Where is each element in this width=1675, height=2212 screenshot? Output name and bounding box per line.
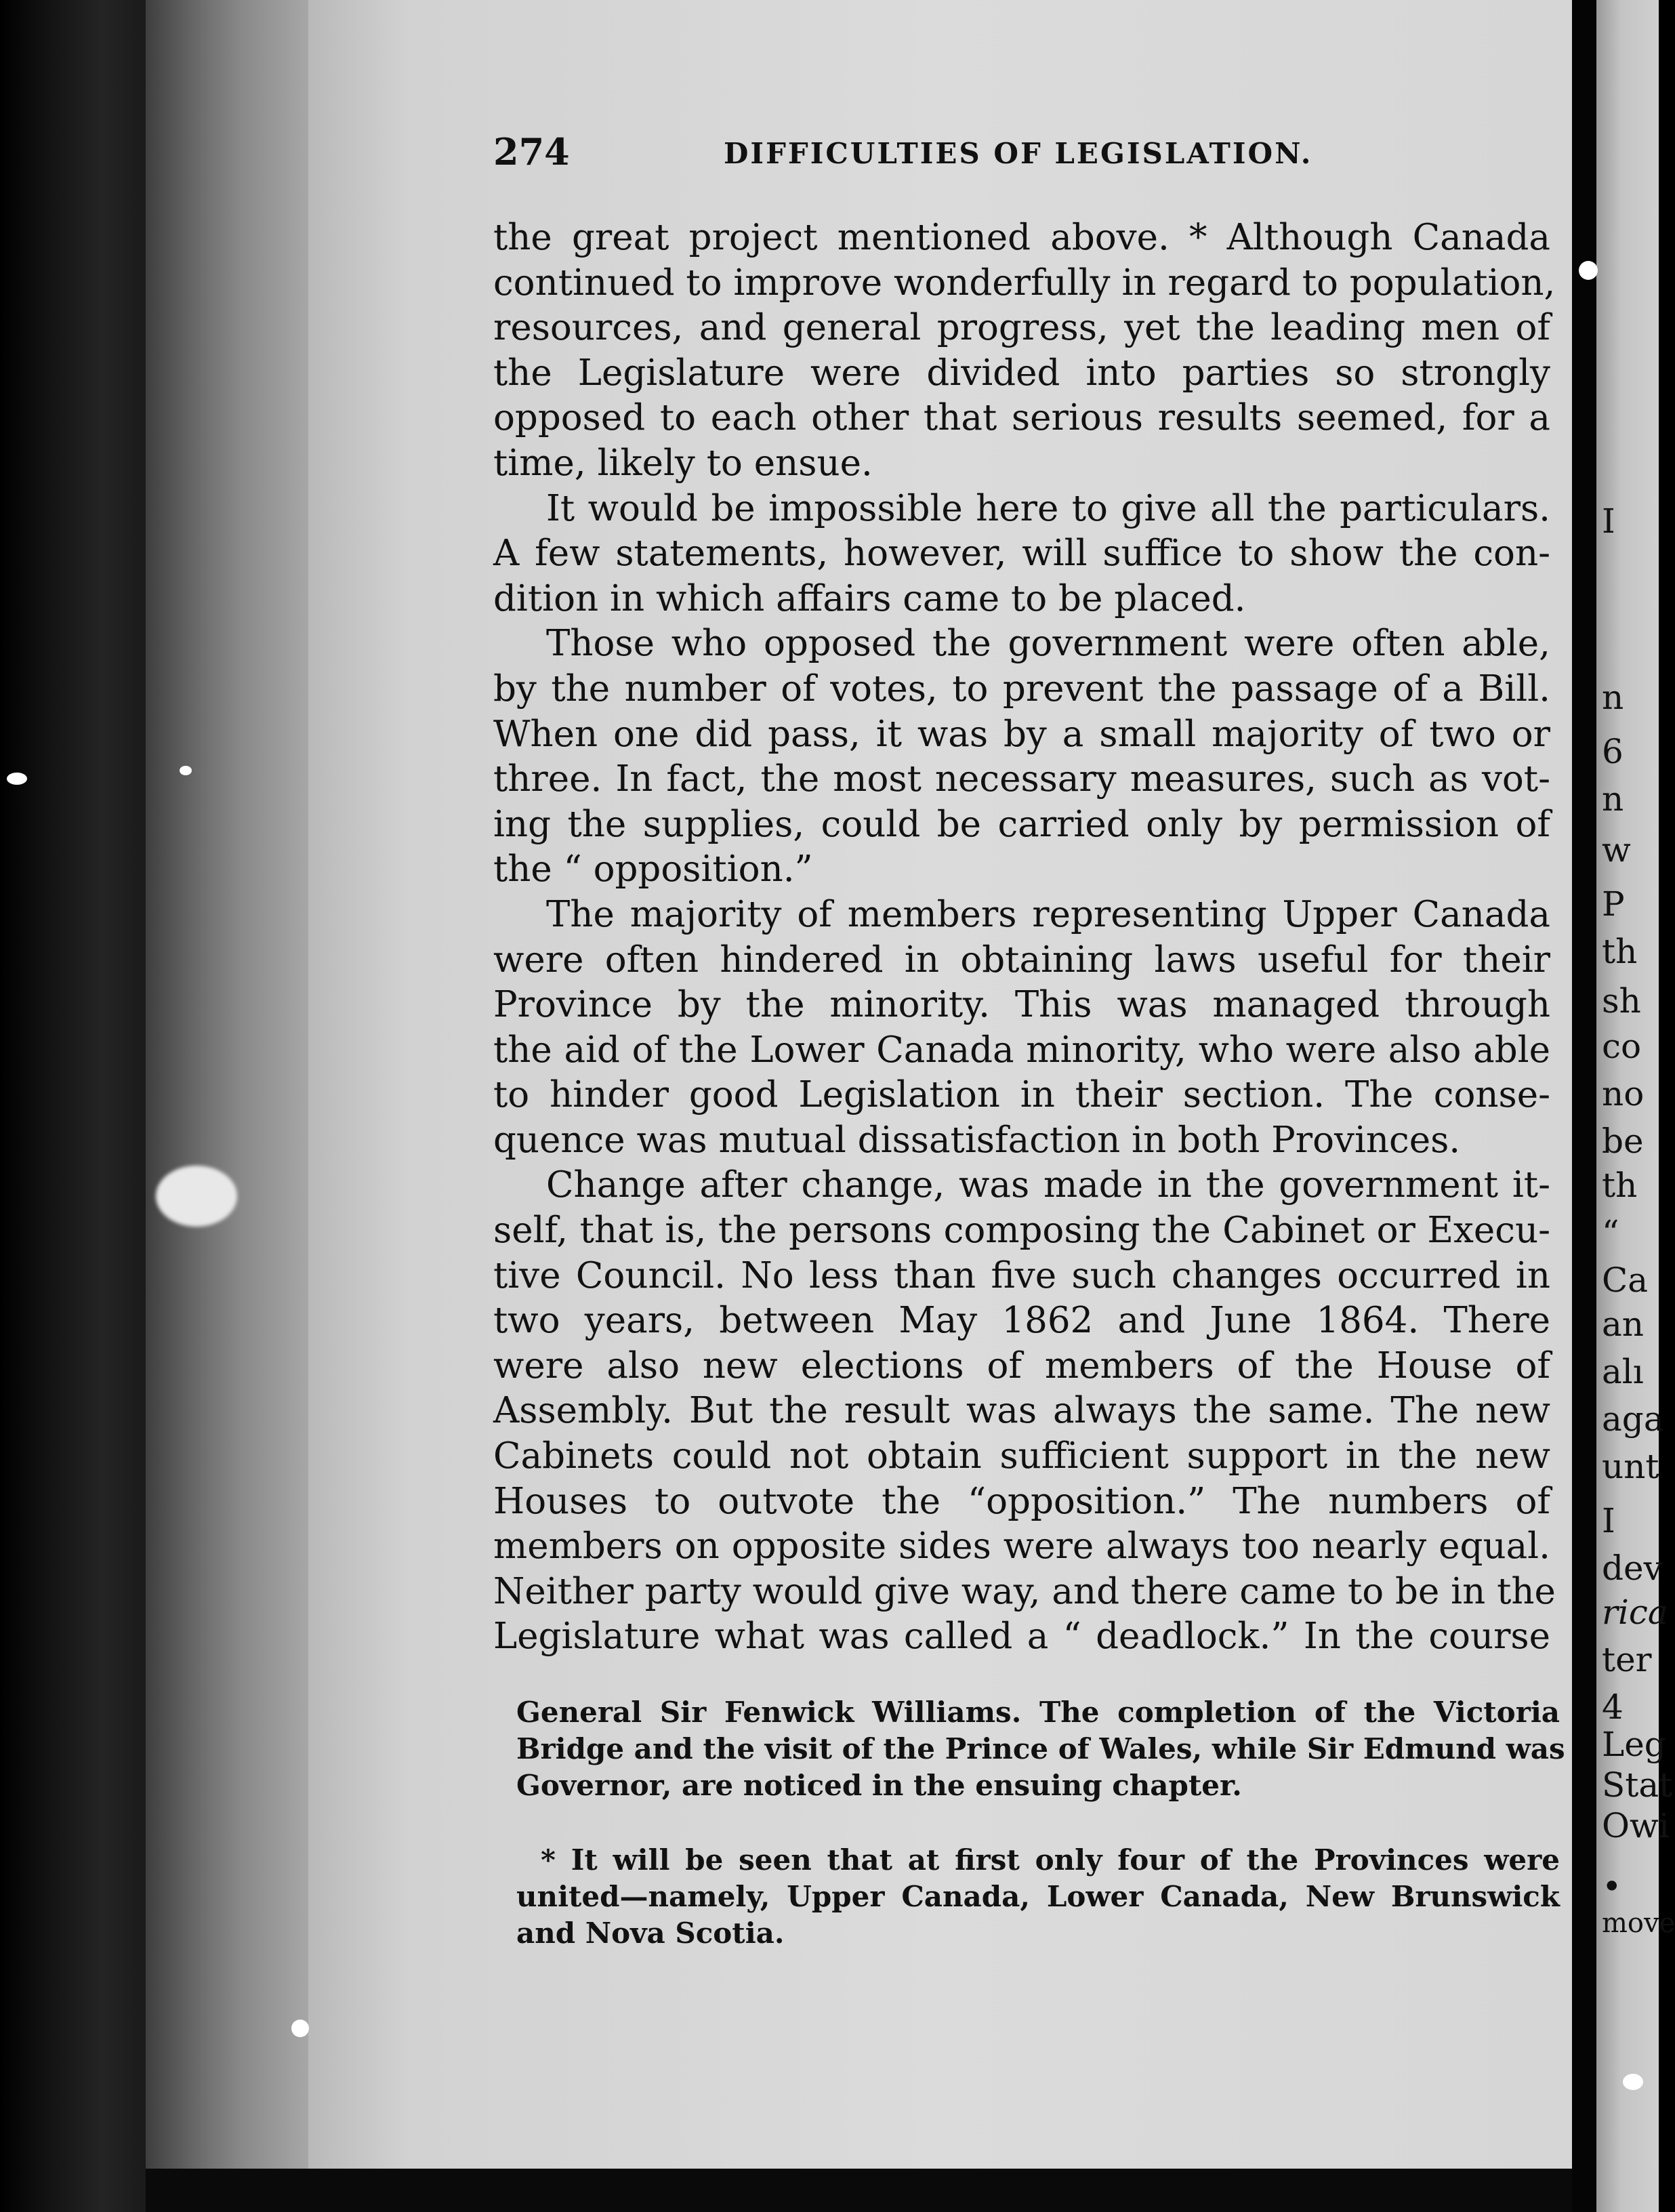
footnote-line: Governor, are noticed in the ensuing chapter. <box>516 1769 1242 1802</box>
body-line: the aid of the Lower Canada minority, who were also able <box>493 1029 1550 1071</box>
facing-page-fragment: w <box>1602 830 1631 869</box>
facing-page-fragment: co <box>1602 1027 1642 1066</box>
facing-page-fragment: • <box>1602 1867 1622 1906</box>
facing-page-fragment: 4 <box>1602 1687 1624 1727</box>
facing-page-fragment: I <box>1602 501 1615 541</box>
facing-page-fragment: 6 <box>1602 732 1624 771</box>
page-number: 274 <box>493 130 570 173</box>
body-line: continued to improve wonderfully in regard to population, <box>493 262 1556 304</box>
body-text <box>493 216 1556 1660</box>
facing-page-fragment: sh <box>1602 981 1641 1021</box>
running-title: DIFFICULTIES OF LEGISLATION. <box>724 137 1313 170</box>
page-header <box>493 130 1550 184</box>
body-line: members on opposite sides were always too nearly equal. <box>493 1525 1550 1568</box>
body-line: time, likely to ensue. <box>493 442 873 484</box>
scan-speck <box>180 766 192 775</box>
scan-speck <box>7 773 27 785</box>
body-line: the “ opposition.” <box>493 848 813 890</box>
facing-page-fragment: rica <box>1602 1593 1668 1632</box>
body-line: the Legislature were divided into parties so strongly <box>493 352 1550 394</box>
footnote-gap <box>516 1804 1560 1842</box>
facing-page-edge <box>1596 0 1675 2212</box>
body-line: dition in which affairs came to be placed. <box>493 577 1246 619</box>
facing-page-fragment: no <box>1602 1074 1645 1113</box>
footnote-line: and Nova Scotia. <box>516 1917 785 1950</box>
scan-speck <box>291 2020 309 2037</box>
facing-page-fragment: n <box>1602 779 1624 819</box>
body-line: self, that is, the persons composing the Cabinet or Execu- <box>493 1210 1550 1252</box>
facing-page-fragment: Leg <box>1602 1725 1666 1764</box>
facing-page-fragment: I <box>1602 1501 1615 1540</box>
body-line: Change after change, was made in the government it- <box>546 1164 1550 1206</box>
facing-page-fragment: P <box>1602 884 1625 924</box>
body-line: were also new elections of members of the House of <box>493 1345 1550 1387</box>
footnote-line: General Sir Fenwick Williams. The completion of the Victoria <box>516 1696 1560 1729</box>
scan-speck <box>1623 2074 1643 2090</box>
body-line: The majority of members representing Upper Canada <box>546 893 1550 935</box>
body-line: Cabinets could not obtain sufficient support in the new <box>493 1435 1550 1477</box>
facing-page-fragment: an <box>1602 1305 1645 1344</box>
facing-page-fragment: alı <box>1602 1352 1644 1391</box>
body-line: by the number of votes, to prevent the passage of a Bill. <box>493 668 1550 710</box>
body-line: resources, and general progress, yet the leading men of <box>493 307 1550 349</box>
body-line: ing the supplies, could be carried only by permission of <box>493 803 1550 845</box>
body-line: When one did pass, it was by a small majority of two or <box>493 713 1550 755</box>
facing-page-fragment: “ <box>1602 1213 1619 1252</box>
body-line: were often hindered in obtaining laws useful for their <box>493 939 1550 981</box>
scan-bottom-edge <box>146 2169 1572 2212</box>
footnote-line: Bridge and the visit of the Prince of Wales, while Sir Edmund was <box>516 1732 1565 1765</box>
facing-page-fragment: aga <box>1602 1399 1664 1439</box>
facing-page-fragment: th <box>1602 932 1638 971</box>
body-line: Those who opposed the government were often able, <box>546 623 1550 665</box>
facing-page-fragment: n <box>1602 678 1624 717</box>
body-line: Province by the minority. This was managed through <box>493 984 1550 1026</box>
facing-page-fragment: ter <box>1602 1640 1652 1679</box>
body-line: tive Council. No less than five such changes occurred in <box>493 1254 1550 1296</box>
scan-blemish <box>156 1166 237 1227</box>
facing-page-fragment: Ca <box>1602 1261 1649 1300</box>
page-gutter <box>1572 0 1596 2212</box>
facing-page-fragment: be <box>1602 1122 1644 1161</box>
scan-speck <box>1579 261 1598 280</box>
body-line: A few statements, however, will suffice to show the con- <box>493 533 1550 575</box>
scan-dark-edge <box>0 0 146 2212</box>
body-line: Legislature what was called a “ deadlock.” In the course <box>493 1616 1550 1658</box>
body-line: two years, between May 1862 and June 1864. There <box>493 1300 1550 1342</box>
body-line: Neither party would give way, and there came to be in the <box>493 1570 1556 1612</box>
body-line: It would be impossible here to give all the particulars. <box>546 487 1550 529</box>
footnotes <box>516 1694 1565 1952</box>
body-line: quence was mutual dissatisfaction in both Provinces. <box>493 1119 1461 1161</box>
body-line: three. In fact, the most necessary measures, such as vot- <box>493 758 1550 800</box>
body-line: opposed to each other that serious results seemed, for a <box>493 397 1550 439</box>
body-line: Assembly. But the result was always the same. The new <box>493 1390 1550 1432</box>
footnote-line: * It will be seen that at first only four of the Provinces were <box>541 1843 1560 1877</box>
facing-page-fragment: th <box>1602 1166 1638 1205</box>
body-line: Houses to outvote the “opposition.” The numbers of <box>493 1480 1550 1522</box>
body-line: the great project mentioned above. * Although Canada <box>493 217 1550 258</box>
book-spine-edge <box>146 0 308 2212</box>
facing-page-fragment: Owi <box>1602 1806 1670 1845</box>
facing-page-fragment: dev <box>1602 1549 1663 1588</box>
facing-page-fragment: unt <box>1602 1447 1659 1486</box>
facing-page-fragment: Stat <box>1602 1765 1673 1805</box>
facing-page-fragment: move <box>1602 1908 1675 1939</box>
footnote-line: united—namely, Upper Canada, Lower Canada, New Brunswick <box>516 1880 1560 1913</box>
body-line: to hinder good Legislation in their section. The conse- <box>493 1074 1550 1116</box>
